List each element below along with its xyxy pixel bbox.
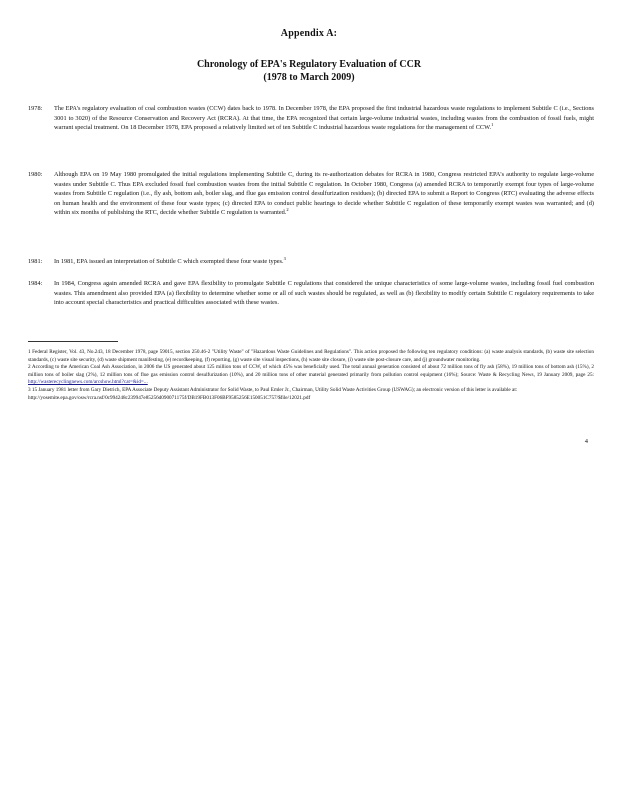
entry-text: In 1984, Congress again amended RCRA and gave EPA flexibility to promulgate Subtitle C regulations that considered the unique characteristics of some large-volume wastes, including fossil fuel combustion wastes. This amendment also provided EPA (a) flexibility to determine whether some or all of such wastes should be regulated, as well as (b) flexibility to modify certain Subtitle C regulatory requirements to take into account special characteristics and practical difficulties associated with these wastes. xyxy=(54,280,594,306)
entry-year: 1984: xyxy=(28,280,43,287)
entry-year: 1980: xyxy=(28,171,43,178)
footnotes xyxy=(28,349,594,402)
footnote-divider xyxy=(28,341,118,342)
entry-text: Although EPA on 19 May 1980 promulgated the initial regulations implementing Subtitle C, during its re-authorization debates for RCRA in 1980, Congress restricted EPA's authority to regulate large-volume wastes under Subtitle C. Thus EPA excluded fossil fuel combustion wastes from the initial Subtitle C regulation. In October 1980, Congress (a) amended RCRA to temporarily exempt four types of large-volume wastes from Subtitle C regulation (i.e., fly ash, bottom ash, boiler slag, and flue gas emission control desulfurization residues); (b) directed EPA to submit a Report to Congress (RTC) evaluating the adverse effects on human health and the environment of these four waste types; (c) directed EPA to conduct public hearings to decide whether Subtitle C regulation of these temporarily exempt wastes was warranted; and (d) within six months of publishing the RTC, decide whether Subtitle C regulation is warranted.$^2$ xyxy=(54,171,594,216)
subtitle-line-2: (1978 to March 2009) xyxy=(263,72,355,83)
entry-year: 1978: xyxy=(28,105,43,112)
footnote-3: 3 15 January 1981 letter from Gary Dietrich, EPA Associate Deputy Assistant Administrator for Solid Waste, to Paul Emler Jr., Chairman, Utility Solid Waste Activities Group (USWAG); an electronic version of this letter is available at: http://yosemite.epa.gov/osw/rcra.nsf/0c994248c239947e85256d090071175f/DB19FB013F06BF9585256E150051C757/$file/12021.pdf xyxy=(28,386,518,401)
entry-1984 xyxy=(28,279,594,308)
entry-1980 xyxy=(28,170,594,218)
entry-1981 xyxy=(28,257,594,267)
entry-1978 xyxy=(28,104,594,133)
footnote-ref[interactable]: 1 xyxy=(491,121,494,127)
footnote-ref[interactable]: 3 xyxy=(283,255,286,261)
footnote-2-link[interactable]: http://wasterecyclingnews.com/arcshow.html?cat=&id=... xyxy=(28,379,148,386)
entry-year: 1981: xyxy=(28,258,43,265)
footnote-2: 2 According to the American Coal Ash Association, in 2006 the US generated about 125 million tons of CCW, of which 45% was beneficially used. The total annual generation consisted of about 72 million tons of fly ash (58%), 19 million tons of bottom ash (15%), 2 million tons of boiler slag (2%), 12 million tons of flue gas emission control desulfurization (10%), and 20 million tons of other material generated primarily from pollution control equipment (16%); Source: Waste & Recycling News, 19 January 2009, page 25: http://wasterecyclingnews.com/arcshow.html?cat=&id=... xyxy=(28,364,594,386)
footnote-ref[interactable]: 2 xyxy=(286,206,289,212)
footnote-3-url[interactable]: http://yosemite.epa.gov/osw/rcra.nsf/0c994248c239947e85256d090071175f/DB19FB013F06BF9585256E150051C757/$file/12021.pdf xyxy=(28,394,311,401)
page-number: 4 xyxy=(584,438,588,445)
subtitle-line-1: Chronology of EPA's Regulatory Evaluation of CCR xyxy=(196,59,422,70)
entry-text: In 1981, EPA issued an interpretation of Subtitle C which exempted these four waste types.$^3$ xyxy=(54,255,286,265)
footnote-1: 1 Federal Register, Vol. 43, No.243, 18 December 1978, page 59015, section 250.46-2 "Utility Waste" of "Hazardous Waste Guidelines and Regulations". This action proposed the following ten regulatory conditions: (a) waste analysis standards, (b) waste site selection standards, (c) waste site security, (d) waste shipment manifesting, (e) recordkeeping, (f) reporting, (g) waste site visual inspections, (h) waste site closure, (i) waste site post-closure care, and (j) groundwater monitoring. xyxy=(28,349,594,363)
appendix-title: Appendix A: xyxy=(280,28,338,39)
entry-text: The EPA's regulatory evaluation of coal combustion wastes (CCW) dates back to 1978. In December 1978, the EPA proposed the first industrial hazardous waste regulations to implement Subtitle C (i.e., Sections 3001 to 3020) of the Resource Conservation and Recovery Act (RCRA). At that time, the EPA recognized that certain large-volume industrial wastes, including wastes from the combustion of fossil fuels, might warrant special treatment. On 18 December 1978, EPA proposed a relatively limited set of ten Subtitle C industrial hazardous waste regulations for the management of CCW.$^1$ xyxy=(54,105,594,131)
chronology-subtitle xyxy=(0,58,618,84)
